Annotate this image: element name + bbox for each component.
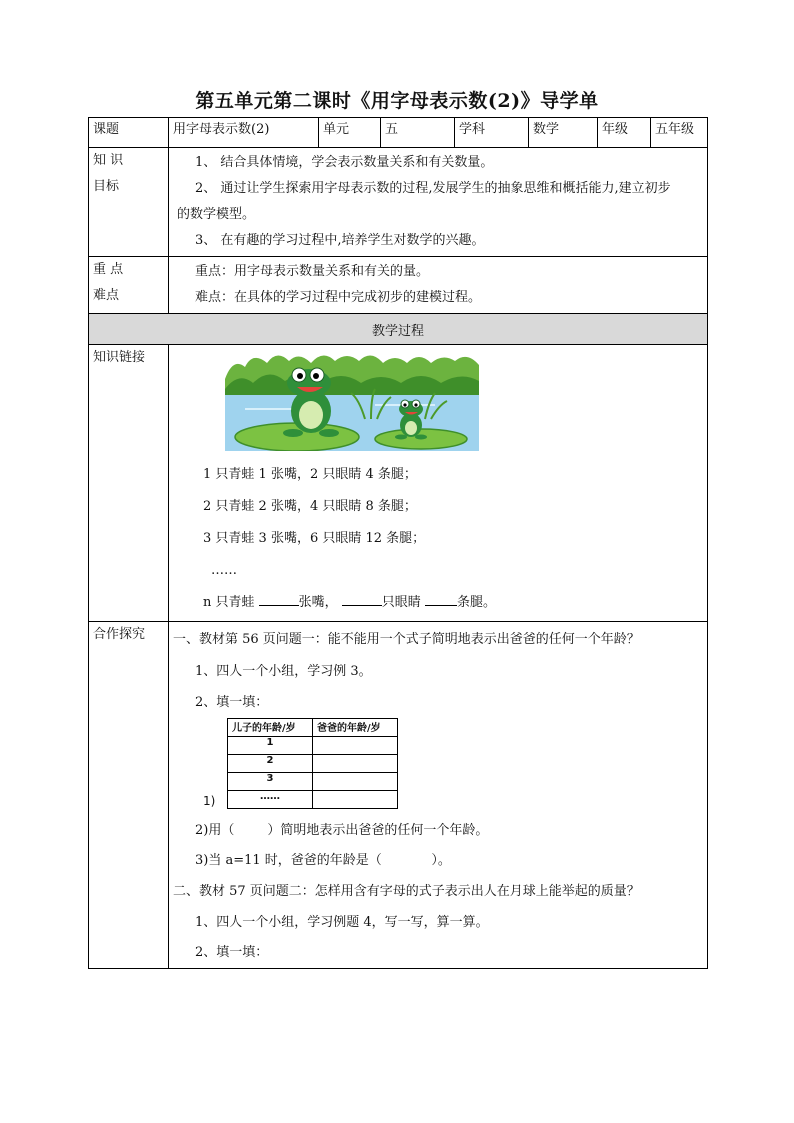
son-age-cell: 3 <box>228 773 313 791</box>
unit-value: 五 <box>381 118 455 148</box>
son-age-cell: 2 <box>228 755 313 773</box>
knowledge-label: 知识链接 <box>89 345 169 622</box>
question-2: 二、教材 57 页问题二：怎样用含有字母的式子表示出人在月球上能举起的质量？ <box>173 884 640 899</box>
age-table-block <box>173 718 703 816</box>
dad-age-cell[interactable] <box>313 737 398 755</box>
q2-step-2: 2、填一填： <box>195 945 269 960</box>
dad-age-cell[interactable] <box>313 755 398 773</box>
eyes-blank[interactable] <box>342 593 382 606</box>
age-table <box>227 718 398 809</box>
topic-value: 用字母表示数(2) <box>169 118 319 148</box>
process-row <box>89 314 708 345</box>
dad-age-header: 爸爸的年龄/岁 <box>313 719 398 737</box>
mouth-blank[interactable] <box>259 593 299 606</box>
question-1: 一、教材第 56 页问题一：能不能用一个式子简明地表示出爸爸的任何一个年龄？ <box>173 632 640 647</box>
goals-label <box>89 148 169 257</box>
header-row <box>89 118 708 148</box>
goal-item: 3、 在有趣的学习过程中,培养学生对数学的兴趣。 <box>195 233 485 248</box>
subject-label: 学科 <box>455 118 529 148</box>
n-frog-line <box>173 587 703 619</box>
q2-step-1: 1、四人一个小组，学习例题 4，写一写，算一算。 <box>195 915 489 930</box>
goal-item: 的数学模型。 <box>177 207 256 222</box>
legs-blank[interactable] <box>425 593 457 606</box>
q1-step-4: 3)当 a=11 时，爸爸的年龄是（ ）。 <box>195 853 451 868</box>
worksheet-table <box>88 117 708 969</box>
n-frog-text-c: 只眼睛 <box>381 595 425 610</box>
explore-label: 合作探究 <box>89 622 169 969</box>
frog-line: 3 只青蛙 3 张嘴，6 只眼睛 12 条腿； <box>203 531 426 546</box>
page-title: 第五单元第二课时《用字母表示数(2)》导学单 <box>195 90 599 112</box>
marker-1: 1) <box>203 794 216 808</box>
focus-key: 重点：用字母表示数量关系和有关的量。 <box>195 264 430 279</box>
goal-item: 1、 结合具体情境，学会表示数量关系和有关数量。 <box>195 155 494 170</box>
frog-line: 1 只青蛙 1 张嘴，2 只眼睛 4 条腿； <box>203 467 417 482</box>
q1-step-2: 2、填一填： <box>195 695 269 710</box>
q1-step-1: 1、四人一个小组，学习例 3。 <box>195 664 372 679</box>
goals-row <box>89 148 708 257</box>
n-frog-text-d: 条腿。 <box>456 595 496 610</box>
focus-label-line1: 重 点 <box>93 262 124 277</box>
dad-age-cell[interactable] <box>313 791 398 809</box>
unit-label: 单元 <box>319 118 381 148</box>
explore-row <box>89 622 708 969</box>
focus-label-line2: 难点 <box>93 288 120 303</box>
knowledge-row <box>89 345 708 622</box>
n-frog-text-b: 张嘴， <box>298 595 338 610</box>
frog-line: 2 只青蛙 2 张嘴，4 只眼睛 8 条腿； <box>203 499 417 514</box>
grade-value: 五年级 <box>651 118 708 148</box>
frogs-pond-image <box>225 349 479 451</box>
goal-item: 2、 通过让学生探索用字母表示数的过程,发展学生的抽象思维和概括能力,建立初步 <box>195 181 671 196</box>
dad-age-cell[interactable] <box>313 773 398 791</box>
son-age-cell: …… <box>228 791 313 809</box>
focus-label <box>89 257 169 314</box>
ellipsis-line: …… <box>211 563 237 578</box>
focus-row <box>89 257 708 314</box>
goals-label-line1: 知 识 <box>93 153 124 168</box>
subject-value: 数学 <box>529 118 598 148</box>
goals-label-line2: 目标 <box>93 179 120 194</box>
topic-label: 课题 <box>89 118 169 148</box>
grade-label: 年级 <box>598 118 651 148</box>
q1-step-3: 2)用（ ）简明地表示出爸爸的任何一个年龄。 <box>195 823 489 838</box>
son-age-header: 儿子的年龄/岁 <box>228 719 313 737</box>
process-title: 教学过程 <box>89 314 708 345</box>
son-age-cell: 1 <box>228 737 313 755</box>
focus-difficult: 难点：在具体的学习过程中完成初步的建模过程。 <box>195 290 482 305</box>
n-frog-text-a: n 只青蛙 <box>203 595 259 610</box>
